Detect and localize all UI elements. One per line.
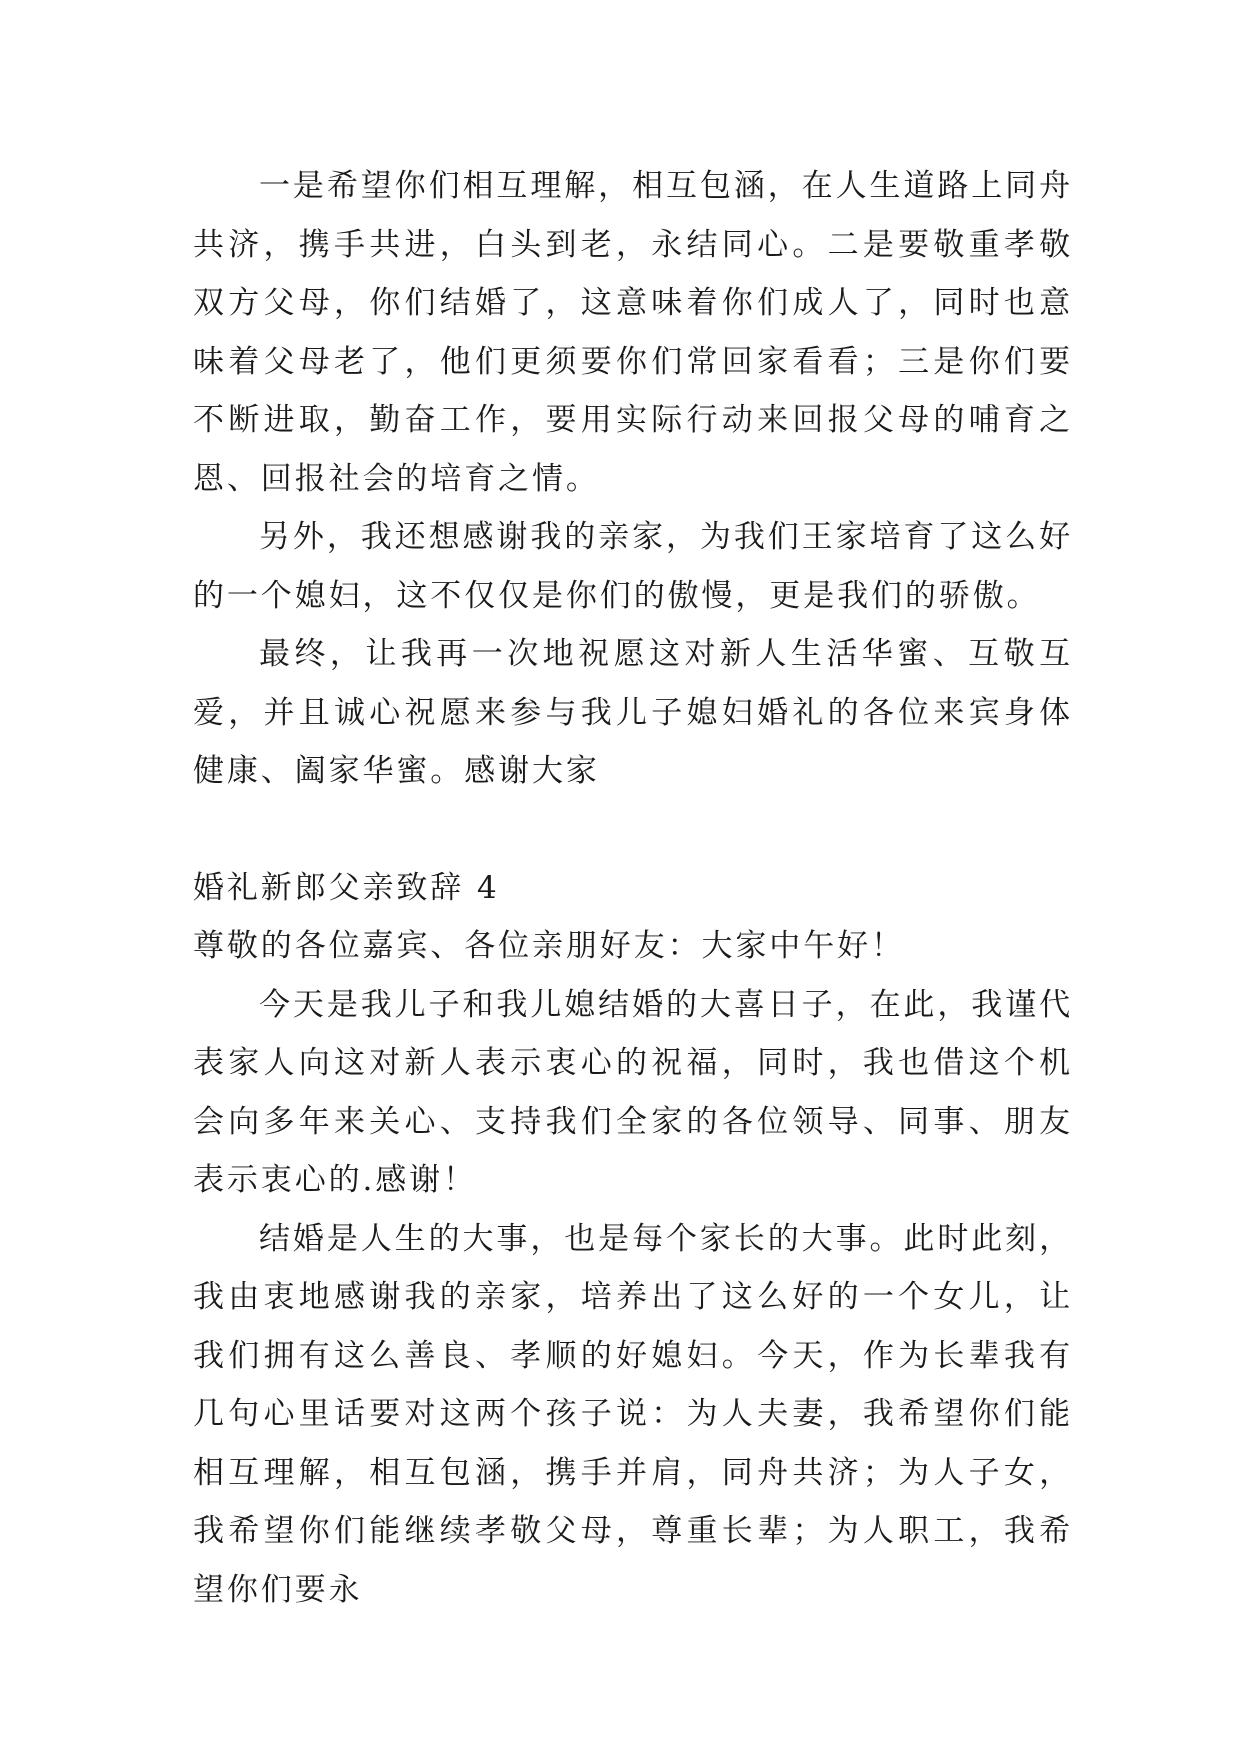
section-gap [193, 801, 1073, 859]
greeting-line: 尊敬的各位嘉宾、各位亲朋好友：大家中午好！ [193, 928, 905, 964]
paragraph-wishes: 一是希望你们相互理解，相互包涵，在人生道路上同舟共济，携手共进，白头到老，永结同心。二是要敬重孝敬双方父母，你们结婚了，这意味着你们成人了，同时也意味着父母老了，他们更须要你们常回家看看；三是你们要不断进取，勤奋工作，要用实际行动来回报父母的哺育之恩、回报社会的培育之情。 [193, 168, 1073, 497]
paragraph-wedding-day: 今天是我儿子和我儿媳结婚的大喜日子，在此，我谨代表家人向这对新人表示衷心的祝福，同时，我也借这个机会向多年来关心、支持我们全家的各位领导、同事、朋友表示衷心的.感谢！ [193, 986, 1073, 1198]
paragraph-thanks-in-laws: 另外，我还想感谢我的亲家，为我们王家培育了这么好的一个媳妇，这不仅仅是你们的傲慢，更是我们的骄傲。 [193, 519, 1073, 614]
paragraph-marriage-words: 结婚是人生的大事，也是每个家长的大事。此时此刻，我由衷地感谢我的亲家，培养出了这么好的一个女儿，让我们拥有这么善良、孝顺的好媳妇。今天，作为长辈我有几句心里话要对这两个孩子说：为人夫妻，我希望你们能相互理解，相互包涵，携手并肩，同舟共济；为人子女，我希望你们能继续孝敬父母，尊重长辈；为人职工，我希望你们要永 [193, 1220, 1073, 1608]
section-title: 婚礼新郎父亲致辞 4 [193, 869, 500, 906]
document-body [193, 157, 1073, 1619]
paragraph-final-blessing: 最终，让我再一次地祝愿这对新人生活华蜜、互敬互爱，并且诚心祝愿来参与我儿子媳妇婚礼的各位来宾身体健康、阖家华蜜。感谢大家 [193, 636, 1073, 789]
